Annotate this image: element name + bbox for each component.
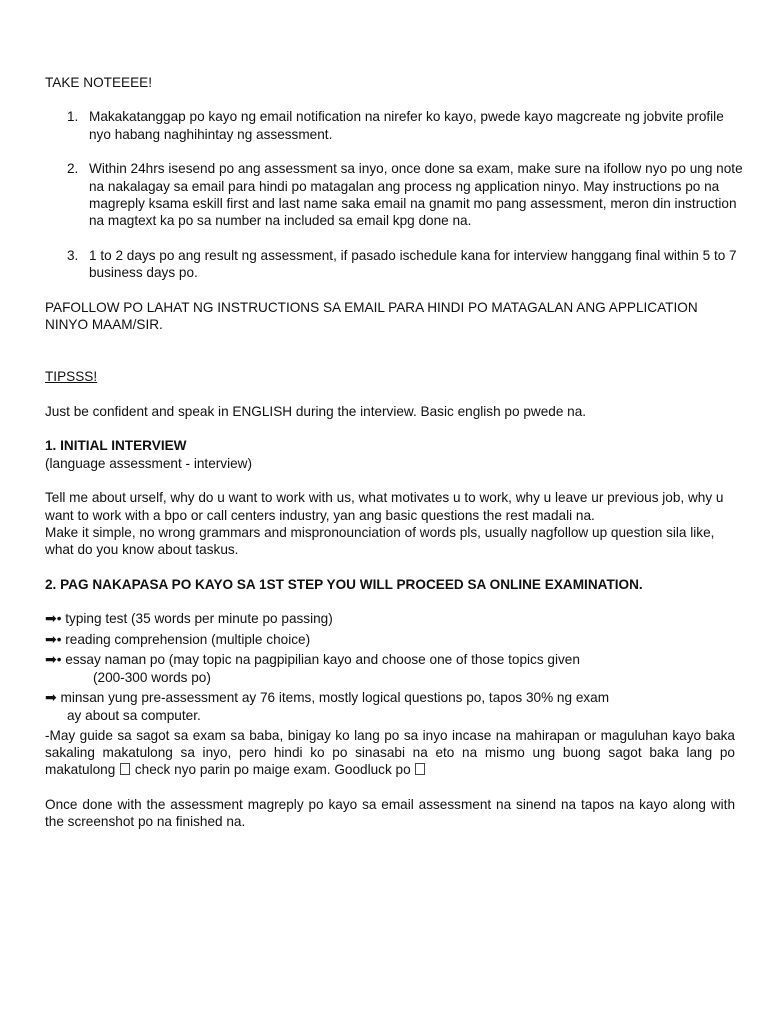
notes-list [45, 108, 743, 281]
tips-heading: TIPSSS! [45, 369, 98, 385]
missing-glyph-icon [120, 763, 130, 775]
note-text: Makakatanggap po kayo ng email notification na nirefer ko kayo, pwede kayo magcreate ng jobvite profile nyo habang naghihintay ng assessment. [89, 109, 724, 142]
note-number: 3. [67, 247, 79, 263]
tips-intro: Just be confident and speak in ENGLISH during the interview. Basic english po pwede na. [45, 403, 587, 419]
missing-glyph-icon [415, 763, 425, 775]
exam-item-continuation: (200-300 words po) [93, 670, 211, 686]
guide-text-part2: check nyo parin po maige exam. Goodluck po [134, 762, 411, 778]
guide-paragraph [45, 727, 735, 779]
arrow-right-icon: ➡ [45, 651, 57, 668]
note-item [45, 108, 749, 143]
interview-tips-paragraph: Make it simple, no wrong grammars and mispronounciation of words pls, usually nagfollow up question sila like, what do you know about taskus. [45, 524, 715, 558]
section-initial-interview-subtitle: (language assessment - interview) [45, 455, 253, 471]
exam-item-continuation: ay about sa computer. [67, 708, 201, 724]
arrow-right-icon: ➡ [45, 611, 57, 628]
note-item [45, 160, 749, 230]
section-initial-interview-title: 1. INITIAL INTERVIEW [45, 438, 187, 454]
note-text: 1 to 2 days po ang result ng assessment, if pasado ischedule kana for interview hanggang final within 5 to 7 business days po. [89, 247, 737, 281]
exam-item-text: essay naman po (may topic na pagpipilian kayo and choose one of those topics given [65, 651, 580, 667]
closing-paragraph: Once done with the assessment magreply po kayo sa email assessment na sinend na tapos na kayo along with the screenshot po na finished na. [45, 796, 735, 830]
exam-item-typing [45, 610, 735, 628]
note-number: 1. [67, 109, 79, 125]
note-item [45, 247, 749, 282]
exam-item-reading [45, 631, 735, 649]
guide-text-part1: -May guide sa sagot sa exam sa baba, binigay ko lang po sa inyo incase na mahirapan or maguluhan kayo baka sakaling makatulong sa inyo, pero hindi ko po sinasabi na eto na mismo ung buong sagot baka lang po makatulong [45, 727, 735, 778]
arrow-right-icon: ➡ [45, 631, 57, 648]
exam-item-pre-assessment [45, 689, 735, 725]
pafollow-notice: PAFOLLOW PO LAHAT NG INSTRUCTIONS SA EMAIL PARA HINDI PO MATAGALAN ANG APPLICATION NINYO MAAM/SIR. [45, 299, 698, 333]
document-page [45, 74, 743, 831]
exam-list [45, 610, 735, 724]
exam-item-text: reading comprehension (multiple choice) [65, 631, 311, 647]
exam-item-essay [45, 651, 735, 687]
arrow-right-icon: ➡ [45, 689, 57, 706]
bullet-icon: • [56, 651, 62, 667]
exam-item-text: minsan yung pre-assessment ay 76 items, mostly logical questions po, tapos 30% ng exam [60, 689, 610, 705]
take-note-title: TAKE NOTEEEE! [45, 75, 153, 90]
note-number: 2. [67, 161, 79, 177]
interview-questions-paragraph: Tell me about urself, why do u want to work with us, what motivates u to work, why u leave ur previous job, why u want to work with a bpo or call centers industry, yan ang basic questions the rest madali na. [45, 490, 724, 523]
section-online-exam-title: 2. PAG NAKAPASA PO KAYO SA 1ST STEP YOU WILL PROCEED SA ONLINE EXAMINATION. [45, 576, 643, 592]
bullet-icon: • [56, 631, 62, 647]
exam-item-text: typing test (35 words per minute po passing) [65, 611, 333, 627]
bullet-icon: • [56, 611, 62, 627]
note-text: Within 24hrs isesend po ang assessment sa inyo, once done sa exam, make sure na ifollow nyo po ung note na nakalagay sa email para hindi po matagalan ang process ng application ninyo. May instructions po na magreply ksama eskill first and last name saka email na gnamit mo pang assessment, meron din instruction na magtext ka po sa number na included sa email kpg done na. [89, 161, 743, 229]
